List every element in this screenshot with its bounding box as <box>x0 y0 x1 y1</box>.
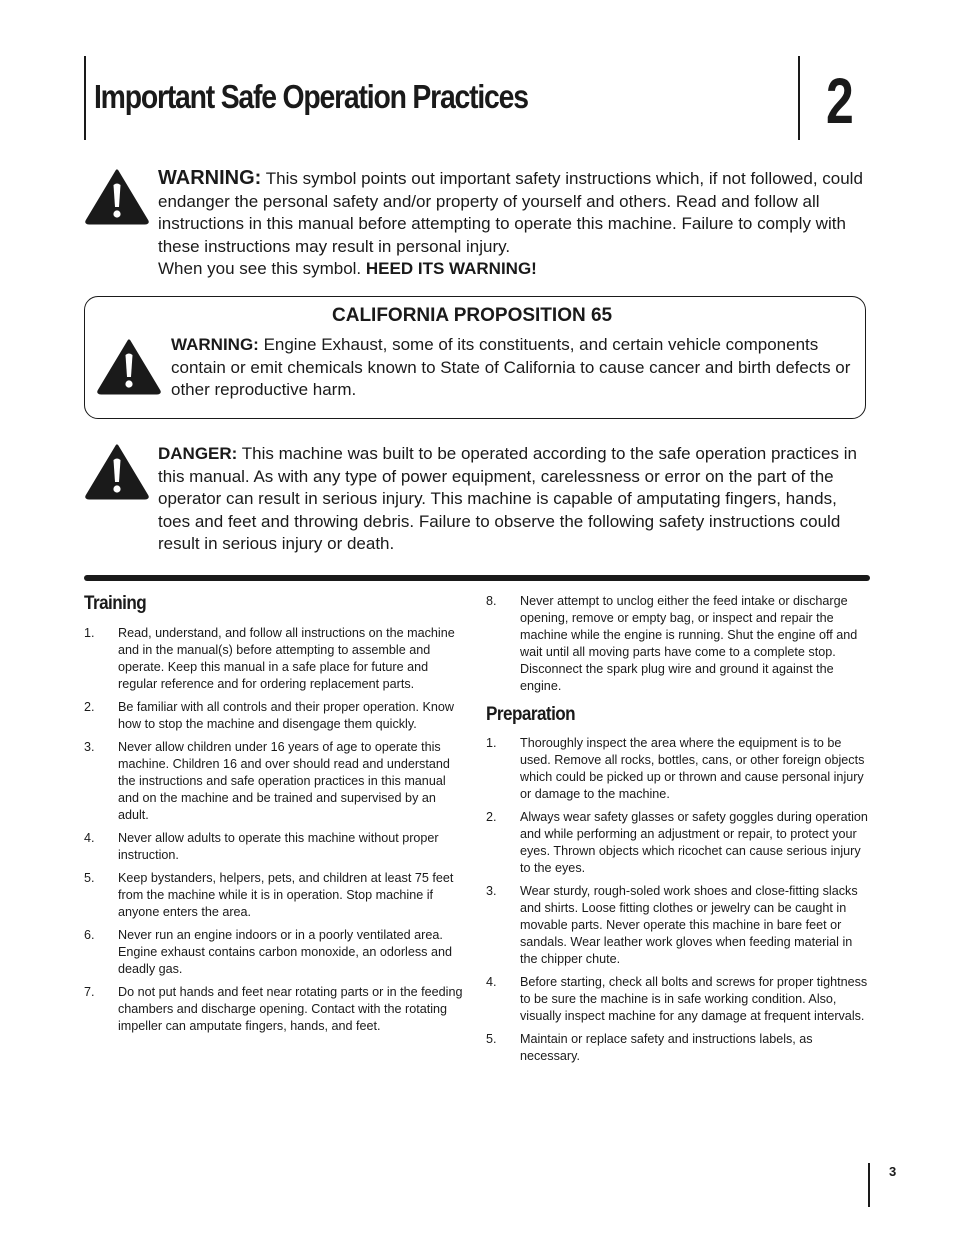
prop65-label: WARNING: <box>171 335 259 354</box>
warning-line2-prefix: When you see this symbol. <box>158 259 362 278</box>
list-item: 5. Maintain or replace safety and instructions labels, as necessary. <box>486 1032 813 1063</box>
list-item: 2. Always wear safety glasses or safety goggles during operation and while performing an adjustment or repair, to protect your eyes. Thrown objects which ricochet can cause serious injury to the eyes. <box>486 810 868 875</box>
list-item: 7. Do not put hands and feet near rotating parts or in the feeding chambers and discharge opening. Contact with the rotating impeller can amputate fingers, hands, and feet. <box>84 985 463 1033</box>
prop65-text: Engine Exhaust, some of its constituents, and certain vehicle components contain or emit chemicals known to State of California to cause cancer and birth defects or other reproductive harm. <box>171 335 851 399</box>
preparation-title: Preparation <box>486 704 576 725</box>
danger-paragraph <box>158 443 872 556</box>
danger-label: DANGER: <box>158 444 238 463</box>
prop65-title: CALIFORNIA PROPOSITION 65 <box>332 305 613 326</box>
warning-triangle-icon <box>96 338 162 395</box>
warning-text: This symbol points out important safety instructions which, if not followed, could endanger the personal safety and/or property of yourself and others. Read and follow all instructions in this manual before attempting to operate this machine. Failure to comply with these instructions may result in personal injury. <box>158 169 863 256</box>
footer-rule <box>868 1163 870 1207</box>
preparation-list <box>486 735 872 1071</box>
list-item: 5. Keep bystanders, helpers, pets, and children at least 75 feet from the machine while it is in operation. Stop machine if anyone enters the area. <box>84 871 454 919</box>
header-rule <box>84 56 86 140</box>
warning-label: WARNING: <box>158 167 262 189</box>
warning-paragraph <box>158 167 870 281</box>
list-item: 4. Never allow adults to operate this machine without proper instruction. <box>84 831 439 862</box>
training-list <box>84 625 470 1041</box>
training-title: Training <box>84 593 147 614</box>
page-title: Important Safe Operation Practices <box>94 78 528 115</box>
section-divider <box>84 575 870 581</box>
list-item: 4. Before starting, check all bolts and screws for proper tightness to be sure the machine is in safe working condition. Also, visually inspect machine for any damage at frequent intervals. <box>486 975 868 1023</box>
warning-line2-emphasis: HEED ITS WARNING! <box>365 259 537 278</box>
chapter-rule <box>798 56 800 140</box>
warning-triangle-icon <box>84 168 150 225</box>
prop65-paragraph <box>171 334 857 402</box>
list-item: 3. Wear sturdy, rough-soled work shoes and close-fitting slacks and shirts. Loose fitting clothes or jewelry can be caught in movable parts. Never operate this machine in bare feet or sandals. Wear leather work gloves when feeding material in the chipper chute. <box>486 884 858 966</box>
training-list-continued <box>486 593 872 701</box>
list-item: 8. Never attempt to unclog either the feed intake or discharge opening, remove or empty bag, or inspect and repair the machine while the engine is running. Shut the engine off and wait until all moving parts have come to a complete stop. Disconnect the spark plug wire and ground it against the engine. <box>486 594 858 693</box>
page-number: 3 <box>889 1164 897 1179</box>
list-item: 2. Be familiar with all controls and their proper operation. Know how to stop the machine and disengage them quickly. <box>84 700 455 731</box>
chapter-number: 2 <box>826 65 854 137</box>
list-item: 6. Never run an engine indoors or in a poorly ventilated area. Engine exhaust contains carbon monoxide, an odorless and deadly gas. <box>84 928 452 976</box>
list-item: 3. Never allow children under 16 years of age to operate this machine. Children 16 and over should read and understand the instructions and safe operation practices in this manual and on the machine and be trained and supervised by an adult. <box>84 740 450 822</box>
warning-triangle-icon <box>84 443 150 500</box>
list-item: 1. Thoroughly inspect the area where the equipment is to be used. Remove all rocks, bottles, cans, or other foreign objects which could be picked up or thrown and cause personal injury or damage to the machine. <box>486 736 865 801</box>
danger-text: This machine was built to be operated according to the safe operation practices in this manual. As with any type of power equipment, carelessness or error on the part of the operator can result in serious injury. This machine is capable of amputating fingers, hands, toes and feet and throwing debris. Failure to observe the following safety instructions could result in serious injury or death. <box>158 444 857 553</box>
list-item: 1. Read, understand, and follow all instructions on the machine and in the manual(s) before attempting to assemble and operate. Keep this manual in a safe place for future and regular reference and for ordering replacement parts. <box>84 626 455 691</box>
